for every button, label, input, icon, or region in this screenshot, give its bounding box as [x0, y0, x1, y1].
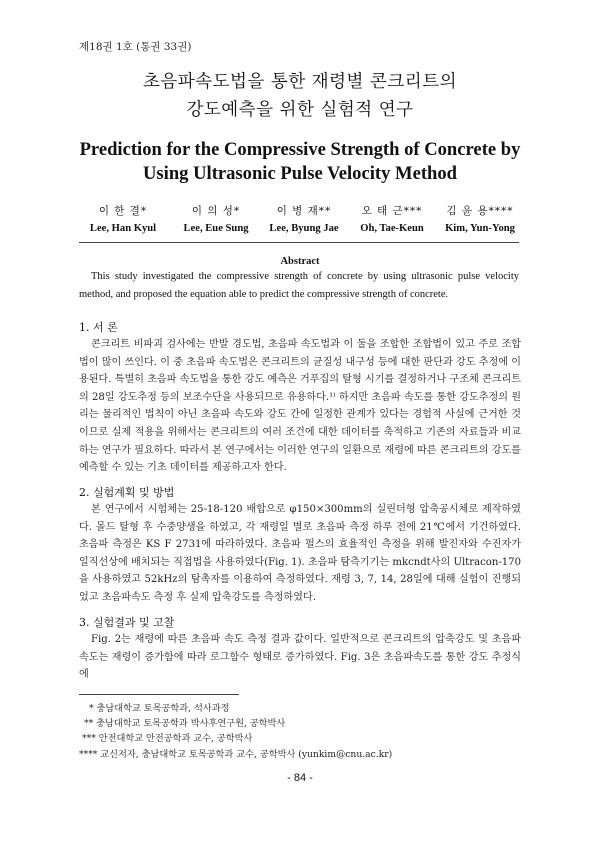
section-heading-results: 3. 실험결과 및 고찰 — [79, 616, 175, 629]
author-name-en: Lee, Byung Jae — [269, 223, 339, 234]
author-name-en: Oh, Tae-Keun — [360, 223, 424, 234]
section-text-introduction: 콘크리트 비파괴 검사에는 반발 경도법, 초음파 속도법과 이 둘을 조합한 조합법이 있고 주로 조합법이 많이 쓰인다. 이 중 초음파 속도법은 콘크리트의 균질성 내구성 등에 대한 판단과 강도 추정에 이용된다. 특별히 초음파 속도법을 통한 강도 예측은 거푸집의 탈형 시기를 결정하거나 구조체 콘크리트의 28일 강도추정 등의 보조수단을 사용되므로 유용하다.¹⁾ 하지만 초음파 속도를 통한 강도추정의 원리는 물리적인 법칙이 아닌 초음파 속도와 강도 간에 일정한 관계가 있다는 경험적 사실에 근거한 것이므로 실제 적용을 위해서는 콘크리트의 여러 조건에 대한 데이터를 축적하고 기존의 자료들과 비교하는 연구가 필요하다. 따라서 본 연구에서는 이러한 연구의 일환으로 재령에 따른 콘크리트의 강도를 예측할 수 있는 기초 데이터를 제공하고자 한다. — [79, 339, 521, 474]
korean-title-line-1: 초음파속도법을 통한 재령별 콘크리트의 — [142, 72, 458, 92]
footnote-divider — [79, 694, 239, 695]
author-5 — [435, 203, 525, 234]
section-heading-introduction: 1. 서 론 — [79, 321, 118, 334]
author-name-ko: 이 한 결* — [98, 205, 148, 217]
footnote-3: *** 안전대학교 안전공학과 교수, 공학박사 — [82, 733, 253, 745]
korean-title-line-2: 강도예측을 위한 실험적 연구 — [186, 100, 414, 120]
english-title-line-2: Using Ultrasonic Pulse Velocity Method — [142, 163, 458, 184]
author-name-ko: 이 의 성* — [191, 205, 241, 217]
section-heading-methods: 2. 실험계획 및 방법 — [79, 486, 175, 499]
author-name-en: Lee, Eue Sung — [183, 223, 249, 234]
author-3 — [259, 203, 349, 234]
section-text-methods: 본 연구에서 시험체는 25-18-120 배합으로 φ150×300mm의 실린더형 압축공시체로 제작하였다. 몰드 탈형 후 수중양생을 하였고, 각 재령일 별로 초음파 측정 하루 전에 21℃에서 기건하였다. 초음파 측정은 KS F 2731에 따라하였다. 초음파 펄스의 효율적인 측정을 위해 발진자와 수진자가 일직선상에 배치되는 직접법을 사용하였다(Fig. 1). 초음파 탐측기기는 mkcndt사의 Ultracon-170을 사용하였고 52kHz의 탐촉자를 이용하여 측정하였다. 재령 3, 7, 14, 28일에 대해 실험이 진행되었고 초음파속도 측정 후 실제 압축강도를 측정하였다. — [79, 504, 521, 603]
footnote-4: **** 교신저자, 충남대학교 토목공학과 교수, 공학박사 (yunkim@cnu.ac.kr) — [79, 748, 393, 760]
footnote-2: ** 충남대학교 토목공학과 박사후연구원, 공학박사 — [84, 718, 286, 730]
author-name-ko: 이 병 재** — [276, 205, 332, 217]
english-title-line-1: Prediction for the Compressive Strength of Concrete by — [79, 139, 521, 160]
author-name-en: Lee, Han Kyul — [89, 223, 157, 234]
author-name-en: Kim, Yun-Yong — [445, 223, 515, 234]
section-text-results: Fig. 2는 재령에 따른 초음파 속도 측정 결과 값이다. 일반적으로 콘크리트의 압축강도 및 초음파속도는 재령이 증가함에 따라 로그함수 형태로 증가하였다. Fig. 3은 초음파속도를 통한 강도 추정식에 — [79, 634, 521, 681]
author-name-ko: 김 윤 용**** — [446, 205, 514, 217]
abstract-text: This study investigated the compressive strength of concrete by using ultrasonic pulse velocity method, and proposed the equation able to predict the compressive strength of concrete. — [79, 271, 519, 300]
abstract-heading: Abstract — [280, 256, 320, 267]
journal-header: 제18권 1호 (통권 33권) — [79, 41, 192, 53]
page-number: - 84 - — [287, 772, 313, 784]
footnote-1: * 충남대학교 토목공학과, 석사과정 — [89, 703, 230, 714]
author-4 — [347, 203, 437, 234]
footnote-list — [79, 701, 392, 762]
author-name-ko: 오 태 근*** — [361, 205, 423, 217]
author-2 — [171, 203, 261, 234]
author-1 — [78, 203, 168, 234]
divider-line — [79, 242, 519, 243]
